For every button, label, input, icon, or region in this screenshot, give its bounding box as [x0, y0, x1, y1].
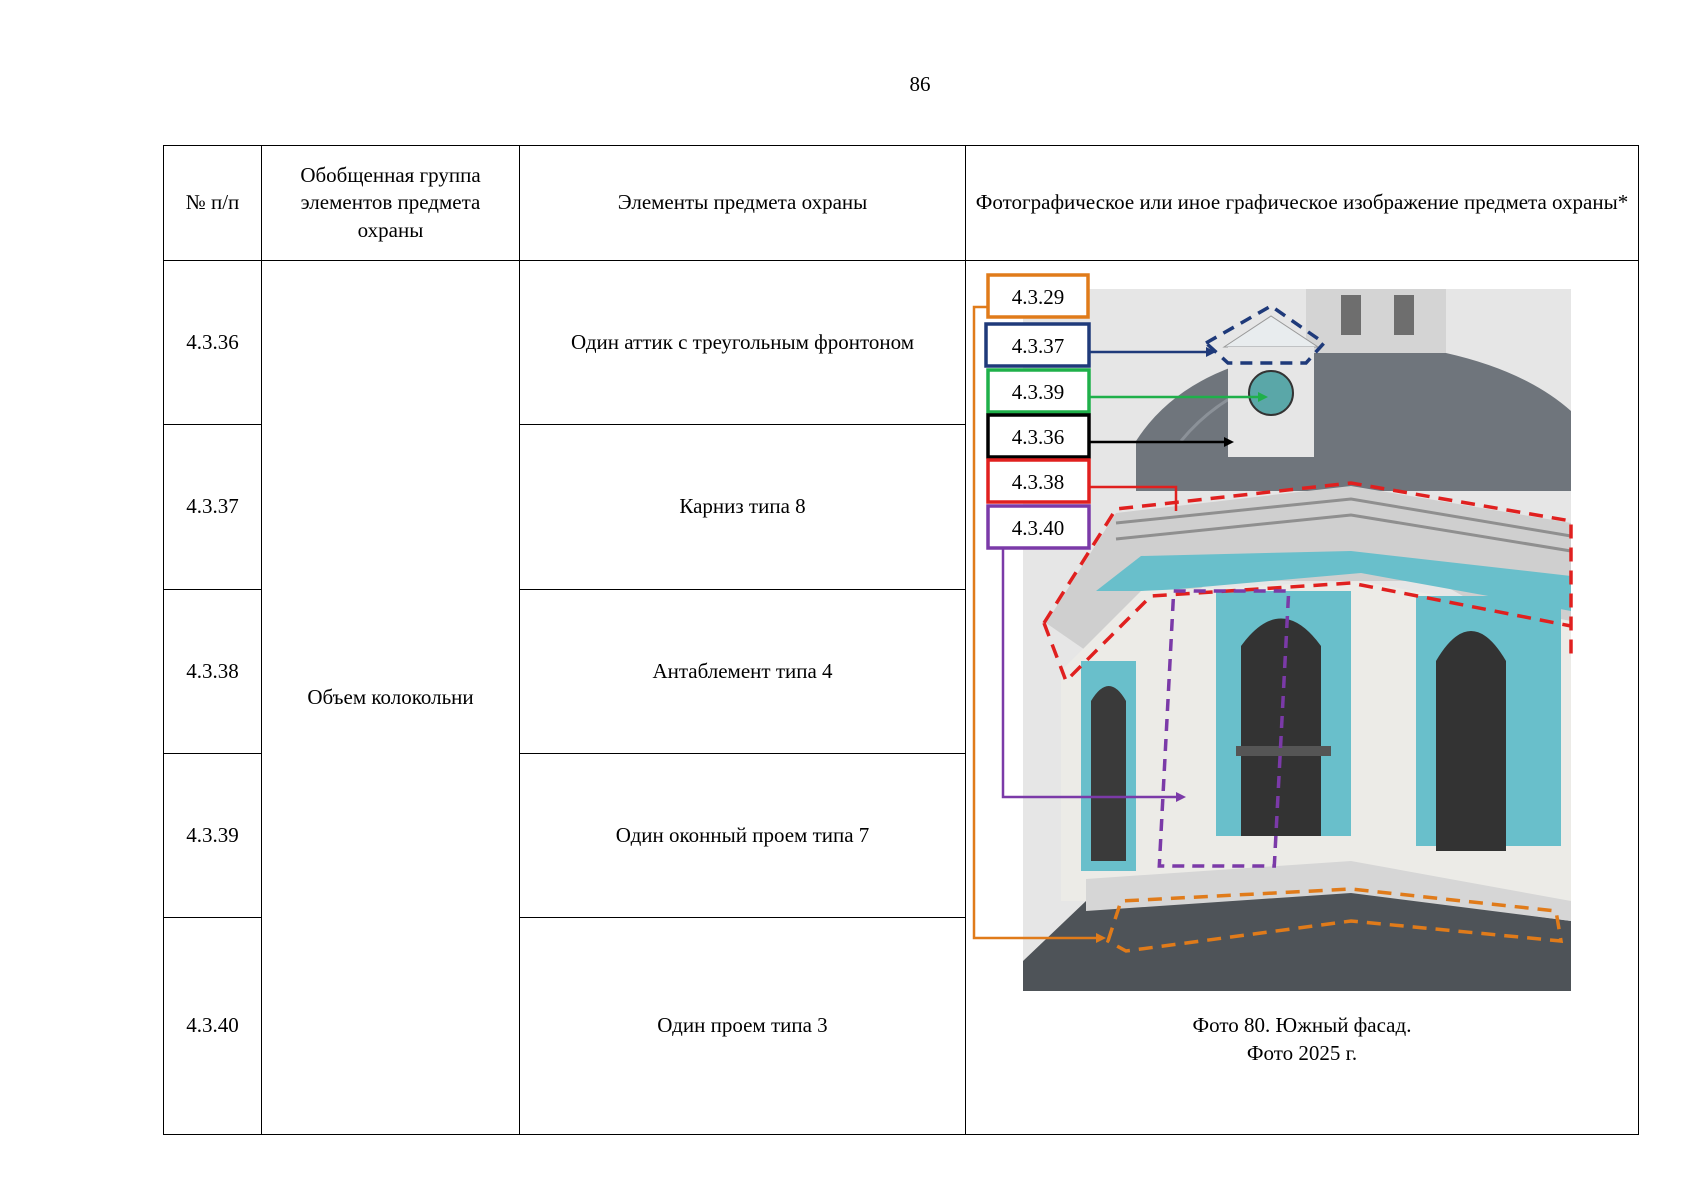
drum: [1306, 289, 1446, 353]
group-cell: Объем колокольни: [262, 260, 520, 1134]
label-box-4-3-29: [988, 275, 1088, 317]
row-num: 4.3.40: [164, 918, 262, 1135]
row-num: 4.3.38: [164, 589, 262, 753]
row-element: Один аттик с треугольным фронтоном: [520, 260, 966, 424]
bell-tower-photo: [966, 261, 1639, 1138]
header-num: № п/п: [164, 146, 262, 261]
caption-line-1: Фото 80. Южный фасад.: [1192, 1012, 1412, 1037]
label-4-3-29: 4.3.29: [1011, 284, 1065, 309]
label-box-4-3-39: [988, 370, 1089, 412]
label-4-3-39: 4.3.39: [1011, 379, 1065, 404]
row-num: 4.3.37: [164, 425, 262, 589]
label-4-3-36: 4.3.36: [1011, 424, 1065, 449]
header-elements: Элементы предмета охраны: [520, 146, 966, 261]
label-box-4-3-36: [988, 415, 1089, 457]
photo-wrap: [966, 261, 1638, 1134]
header-group: Обобщенная группа элементов предмета охраны: [262, 146, 520, 261]
round-window: [1249, 371, 1293, 415]
row-num: 4.3.39: [164, 753, 262, 917]
photo-cell: [966, 260, 1639, 1134]
protection-elements-table: [163, 145, 1639, 1135]
row-element: Один оконный проем типа 7: [520, 753, 966, 917]
label-box-4-3-38: [988, 460, 1089, 502]
label-4-3-37: 4.3.37: [1011, 333, 1065, 358]
header-image: Фотографическое или иное графическое изображение предмета охраны*: [966, 146, 1639, 261]
row-element: Антаблемент типа 4: [520, 589, 966, 753]
label-4-3-38: 4.3.38: [1011, 469, 1065, 494]
table-header-row: [164, 146, 1639, 261]
row-num: 4.3.36: [164, 260, 262, 424]
table-row: [164, 260, 1639, 424]
row-element: Один проем типа 3: [520, 918, 966, 1135]
label-box-4-3-37: [986, 324, 1089, 366]
row-element: Карниз типа 8: [520, 425, 966, 589]
photo-caption: [966, 1011, 1638, 1068]
label-4-3-40: 4.3.40: [1011, 515, 1065, 540]
caption-line-2: Фото 2025 г.: [1246, 1041, 1358, 1066]
page-number: 86: [909, 72, 931, 96]
label-box-4-3-40: [988, 506, 1089, 548]
